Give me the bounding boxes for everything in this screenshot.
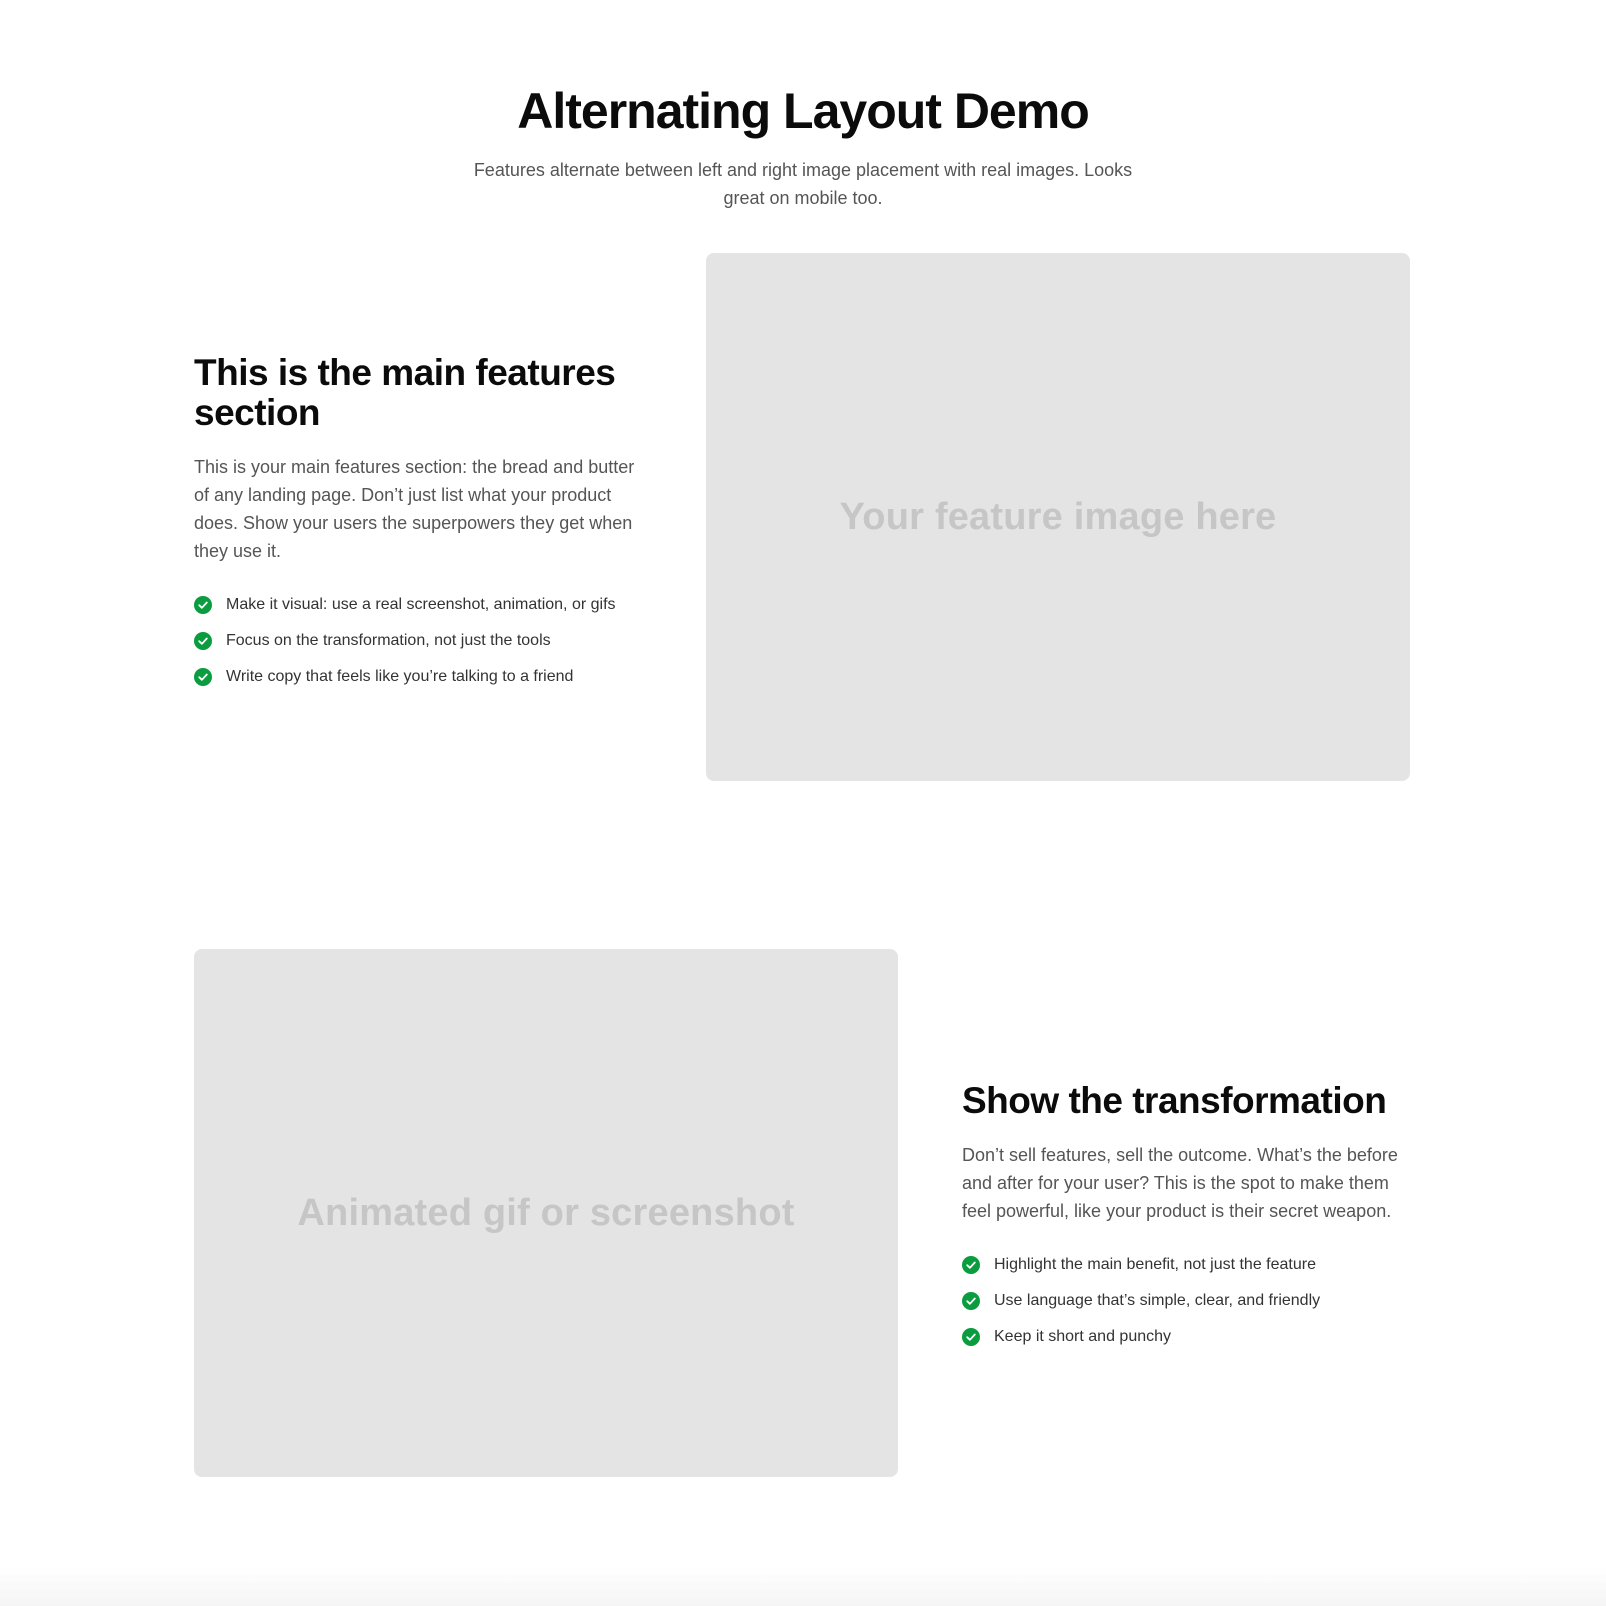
feature-benefit-item [962, 1247, 1422, 1283]
image-placeholder-text: Animated gif or screenshot [297, 1191, 795, 1234]
check-circle-icon [194, 596, 212, 614]
feature-benefit-item [962, 1283, 1422, 1319]
feature-benefit-item [194, 659, 654, 695]
feature-benefit-list [194, 587, 654, 695]
check-circle-icon [194, 632, 212, 650]
image-placeholder-text: Your feature image here [839, 495, 1277, 538]
feature-text-block [962, 1081, 1422, 1355]
feature-title: This is the main features section [194, 352, 616, 433]
feature-benefit-label: Highlight the main benefit, not just the feature [994, 1256, 1316, 1273]
feature-description: Don’t sell features, sell the outcome. What’s the before and after for your user? This is the spot to make them feel powerful, like your product is their secret weapon. [962, 1145, 1398, 1221]
feature-benefit-label: Keep it short and punchy [994, 1328, 1172, 1345]
feature-benefit-label: Make it visual: use a real screenshot, animation, or gifs [226, 596, 616, 613]
feature-benefit-label: Use language that’s simple, clear, and friendly [994, 1292, 1321, 1309]
check-circle-icon [962, 1328, 980, 1346]
feature-image-placeholder [706, 253, 1410, 781]
feature-benefit-item [962, 1319, 1422, 1355]
feature-section-transformation [194, 949, 1410, 1477]
feature-benefit-item [194, 623, 654, 659]
check-circle-icon [962, 1292, 980, 1310]
feature-text-block [194, 353, 654, 695]
bottom-fade [0, 1566, 1606, 1606]
feature-description: This is your main features section: the bread and butter of any landing page. Don’t just list what your product does. Show your users the superpowers they get when they use it. [194, 457, 635, 561]
feature-image-placeholder [194, 949, 898, 1477]
page-title: Alternating Layout Demo [517, 83, 1089, 139]
feature-section-main [194, 253, 1410, 781]
feature-benefit-item [194, 587, 654, 623]
feature-title: Show the transformation [962, 1080, 1387, 1121]
page-subtitle: Features alternate between left and right image placement with real images. Looks great on mobile too. [473, 160, 1133, 208]
feature-benefit-list [962, 1247, 1422, 1355]
feature-benefit-label: Focus on the transformation, not just the tools [226, 632, 551, 649]
feature-benefit-label: Write copy that feels like you’re talking to a friend [226, 668, 574, 685]
check-circle-icon [194, 668, 212, 686]
check-circle-icon [962, 1256, 980, 1274]
hero-section [0, 78, 1606, 212]
